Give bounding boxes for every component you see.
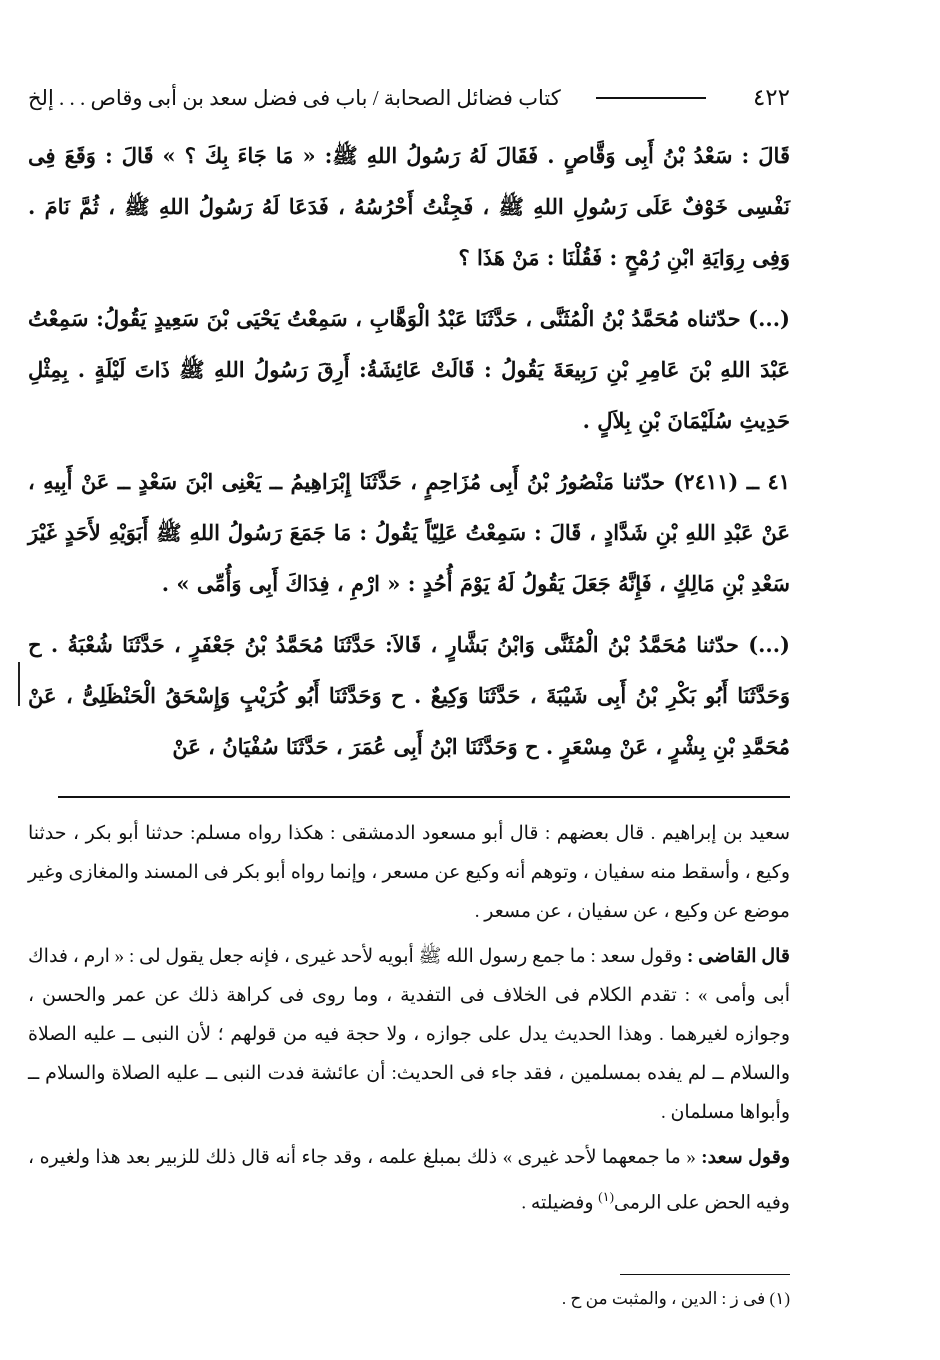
- header-rule: [596, 97, 706, 99]
- footnote-reference: (١): [598, 1189, 614, 1204]
- commentary-lead: قال القاضى :: [687, 946, 790, 967]
- commentary-body-tail: وفضيلته .: [521, 1192, 599, 1214]
- hadith-text: [28, 130, 790, 782]
- page-number: ٤٢٢: [752, 85, 790, 110]
- commentary-body: « ما جمعهما لأحد غيرى » ذلك بمبلغ علمه ، وقد جاء أنه قال ذلك للزبير بعد هذا ولغيره ، وفيه الحض على الرمى: [28, 1147, 790, 1214]
- commentary-paragraph: [28, 1138, 790, 1222]
- commentary: [28, 814, 790, 1228]
- margin-mark: [18, 662, 20, 706]
- page-header: [28, 78, 790, 118]
- hadith-paragraph: (...) حدّثناه مُحَمَّدُ بْنُ الْمُثَنَّى ، حَدَّثَنَا عَبْدُ الْوَهَّابِ ، سَمِعْتُ يَحْيَى بْنَ سَعِيدٍ يَقُولُ: سَمِعْتُ عَبْدَ اللهِ بْنَ عَامِرِ بْنِ رَبِيعَةَ يَقُولُ : قَالَتْ عَائِشَةُ: أَرِقَ رَسُولُ اللهِ ﷺ ذَاتَ لَيْلَةٍ . بِمِثْلِ حَدِيثِ سُلَيْمَانَ بْنِ بِلاَلٍ .: [28, 306, 790, 433]
- running-title: كتاب فضائل الصحابة / باب فى فضل سعد بن أبى وقاص . . . إلخ: [28, 86, 561, 110]
- hadith-paragraph: (...) حدّثنا مُحَمَّدُ بْنُ الْمُثَنَّى وَابْنُ بَشَّارٍ ، قَالاَ: حَدَّثَنَا مُحَمَّدُ بْنُ جَعْفَرٍ ، حَدَّثَنَا شُعْبَةُ . ح وَحَدَّثَنَا أَبُو بَكْرِ بْنُ أَبِى شَيْبَةَ ، حَدَّثَنَا وَكِيعٌ . ح وَحَدَّثَنَا أَبُو كُرَيْبٍ وَإِسْحَقُ الْحَنْظَلِىُّ ، عَنْ مُحَمَّدِ بْنِ بِشْرٍ ، عَنْ مِسْعَرٍ . ح وَحَدَّثَنَا ابْنُ أَبِى عُمَرَ ، حَدَّثَنَا سُفْيَانُ ، عَنْ: [28, 632, 790, 759]
- commentary-paragraph: [28, 937, 790, 1132]
- hadith-paragraph: ٤١ ــ (٢٤١١) حدّثنا مَنْصُورُ بْنُ أَبِى مُزَاحِمٍ ، حَدَّثَنَا إِبْرَاهِيمُ ــ يَعْنِى ابْنَ سَعْدٍ ــ عَنْ أَبِيهِ ، عَنْ عَبْدِ اللهِ بْنِ شَدَّادٍ ، قَالَ : سَمِعْتُ عَلِيّاً يَقُولُ : مَا جَمَعَ رَسُولُ اللهِ ﷺ أَبَوَيْهِ لأَحَدٍ غَيْرَ سَعْدِ بْنِ مَالِكٍ ، فَإِنَّهُ جَعَلَ يَقُولُ لَهُ يَوْمَ أُحُدٍ : « ارْمِ ، فِدَاكَ أَبِى وَأُمِّى » .: [28, 469, 790, 596]
- commentary-paragraph: سعيد بن إبراهيم . قال بعضهم : قال أبو مسعود الدمشقى : هكذا رواه مسلم: حدثنا أبو بكر ، حدثنا وكيع ، وأسقط منه سفيان ، وتوهم أنه وكيع عن مسعر ، وإنما رواه أبو بكر فى المسند والمغازى وغير موضع عن وكيع ، عن سفيان ، عن مسعر .: [28, 823, 790, 922]
- commentary-body: وقول سعد : ما جمع رسول الله ﷺ أبويه لأحد غيرى ، فإنه جعل يقول لى : « ارم ، فداك أبى وأمى » : تقدم الكلام فى الخلاف فى التفدية ، وما روى فى كراهة ذلك عن عمر والحسن ، وجوازه لغيرهما . وهذا الحديث يدل على جوازه ، ولا حجة فيه من قولهم ؛ لأن النبى ــ عليه الصلاة والسلام ــ لم يفده بمسلمين ، فقد جاء فى الحديث: أن عائشة فدت النبى ــ عليه الصلاة والسلام ــ وأبواها مسلمان .: [28, 946, 790, 1123]
- footnote-rule: [620, 1274, 790, 1275]
- commentary-divider: [58, 796, 790, 798]
- hadith-paragraph: قَالَ : سَعْدُ بْنُ أَبِى وَقَّاصٍ . فَقَالَ لَهُ رَسُولُ اللهِ ﷺ: « مَا جَاءَ بِكَ ؟ » قَالَ : وَقَعَ فِى نَفْسِى خَوْفٌ عَلَى رَسُولِ اللهِ ﷺ ، فَجِئْتُ أَحْرُسُهُ ، فَدَعَا لَهُ رَسُولُ اللهِ ﷺ ، ثُمَّ نَامَ . وَفِى رِوَايَةِ ابْنِ رُمْحٍ : فَقُلْنَا : مَنْ هَذَا ؟: [28, 143, 790, 270]
- footnote: (١) فى ز : الدين ، والمثبت من ح .: [561, 1289, 790, 1308]
- commentary-lead: وقول سعد:: [701, 1147, 791, 1168]
